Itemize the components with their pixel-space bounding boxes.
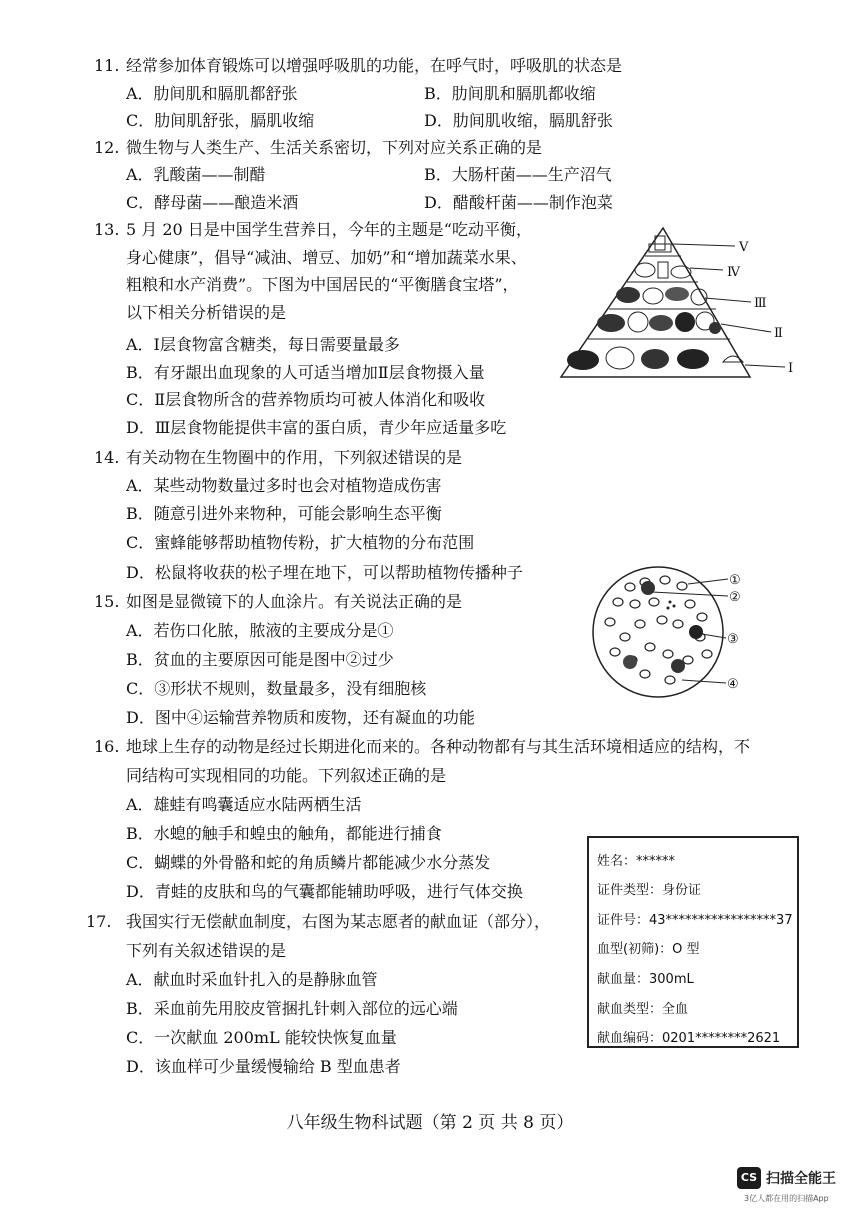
blood-label-1: ①: [729, 573, 741, 588]
option-a: A．献血时采血针扎入的是静脉血管: [126, 970, 378, 989]
blood-label-3: ③: [727, 632, 739, 647]
option-c: C．Ⅱ层食物所含的营养物质均可被人体消化和吸收: [126, 390, 486, 409]
question-stem: 地球上生存的动物是经过长期进化而来的。各种动物都有与其生活环境相适应的结构，不: [126, 737, 751, 756]
option-b: B．水螅的触手和蝗虫的触角，都能进行捕食: [126, 824, 442, 843]
card-blood-type: 血型(初筛)：O 型: [597, 942, 700, 957]
question-stem: 以下相关分析错误的是: [126, 303, 287, 322]
option-d: D．青蛙的皮肤和鸟的气囊都能辅助呼吸，进行气体交换: [126, 882, 523, 901]
option-c: C．③形状不规则，数量最多，没有细胞核: [126, 679, 427, 698]
option-b: B．肋间肌和膈肌都收缩: [424, 84, 596, 103]
option-a: A．雄蛙有鸣囊适应水陆两栖生活: [126, 795, 362, 814]
option-a: A．某些动物数量过多时也会对植物造成伤害: [126, 476, 442, 495]
blood-label-2: ②: [729, 590, 741, 605]
food-pyramid-figure: [555, 222, 800, 387]
scanner-tagline: 3亿人都在用的扫描App: [744, 1194, 829, 1203]
option-d: D．肋间肌收缩，膈肌舒张: [424, 111, 613, 130]
option-d: D．该血样可少量缓慢输给 B 型血患者: [126, 1057, 401, 1076]
option-c: C．酵母菌——酿造米酒: [126, 193, 299, 212]
question-stem: 微生物与人类生产、生活关系密切，下列对应关系正确的是: [126, 138, 543, 157]
card-volume: 献血量：300mL: [597, 972, 694, 987]
option-d: D．图中④运输营养物质和废物，还有凝血的功能: [126, 708, 475, 727]
card-donation-type: 献血类型：全血: [597, 1002, 689, 1017]
option-c: C．蜜蜂能够帮助植物传粉，扩大植物的分布范围: [126, 533, 475, 552]
option-d: D．醋酸杆菌——制作泡菜: [424, 193, 613, 212]
question-number: 16.: [94, 737, 120, 756]
blood-smear-figure: [590, 562, 750, 707]
pyramid-label-1: Ⅰ: [788, 361, 794, 376]
question-stem: 如图是显微镜下的人血涂片。有关说法正确的是: [126, 592, 463, 611]
card-id-type: 证件类型：身份证: [597, 883, 702, 898]
question-stem: 有关动物在生物圈中的作用，下列叙述错误的是: [126, 448, 463, 467]
question-stem: 经常参加体育锻炼可以增强呼吸肌的功能，在呼气时，呼吸肌的状态是: [126, 56, 623, 75]
option-a: A．Ⅰ层食物富含糖类，每日需要量最多: [126, 335, 400, 354]
question-number: 13.: [94, 220, 120, 239]
option-c: C．肋间肌舒张，膈肌收缩: [126, 111, 315, 130]
question-stem: 粗粮和水产消费”。下图为中国居民的“平衡膳食宝塔”，: [126, 275, 519, 294]
card-id-number: 证件号：43*****************37: [597, 913, 793, 928]
question-number: 17.: [86, 912, 112, 931]
option-b: B．大肠杆菌——生产沼气: [424, 165, 612, 184]
option-a: A．若伤口化脓，脓液的主要成分是①: [126, 621, 394, 640]
card-donation-code: 献血编码：0201********2621: [597, 1031, 781, 1046]
option-b: B．采血前先用胶皮管捆扎针刺入部位的远心端: [126, 999, 458, 1018]
scanner-app-name: 扫描全能王: [766, 1171, 836, 1187]
question-number: 15.: [94, 592, 120, 611]
option-c: C．蝴蝶的外骨骼和蛇的角质鳞片都能减少水分蒸发: [126, 853, 491, 872]
question-stem: 下列有关叙述错误的是: [126, 941, 287, 960]
question-stem: 我国实行无偿献血制度，右图为某志愿者的献血证（部分），: [126, 912, 551, 931]
pyramid-label-2: Ⅱ: [774, 326, 783, 341]
scanner-logo-icon: CS: [737, 1167, 761, 1189]
pyramid-label-3: Ⅲ: [754, 296, 767, 311]
page-footer: 八年级生物科试题（第 2 页 共 8 页）: [286, 1113, 574, 1133]
pyramid-label-5: Ⅴ: [739, 240, 749, 255]
option-a: A．肋间肌和膈肌都舒张: [126, 84, 298, 103]
option-b: B．随意引进外来物种，可能会影响生态平衡: [126, 504, 442, 523]
option-b: B．有牙龈出血现象的人可适当增加Ⅱ层食物摄入量: [126, 363, 485, 382]
option-b: B．贫血的主要原因可能是图中②过少: [126, 650, 394, 669]
blood-donation-card: [587, 836, 799, 1048]
question-stem: 同结构可实现相同的功能。下列叙述正确的是: [126, 766, 447, 785]
question-number: 14.: [94, 448, 120, 467]
question-stem: 身心健康”，倡导“减油、增豆、加奶”和“增加蔬菜水果、: [126, 248, 527, 267]
blood-label-4: ④: [727, 677, 739, 692]
question-stem: 5 月 20 日是中国学生营养日，今年的主题是“吃动平衡，: [126, 220, 532, 239]
card-name: 姓名：******: [597, 854, 676, 869]
pyramid-label-4: Ⅳ: [727, 265, 740, 280]
question-number: 11.: [94, 56, 120, 75]
option-c: C．一次献血 200mL 能较快恢复血量: [126, 1028, 397, 1047]
option-a: A．乳酸菌——制醋: [126, 165, 266, 184]
option-d: D．松鼠将收获的松子埋在地下，可以帮助植物传播种子: [126, 563, 523, 582]
question-number: 12.: [94, 138, 120, 157]
option-d: D．Ⅲ层食物能提供丰富的蛋白质，青少年应适量多吃: [126, 418, 507, 437]
